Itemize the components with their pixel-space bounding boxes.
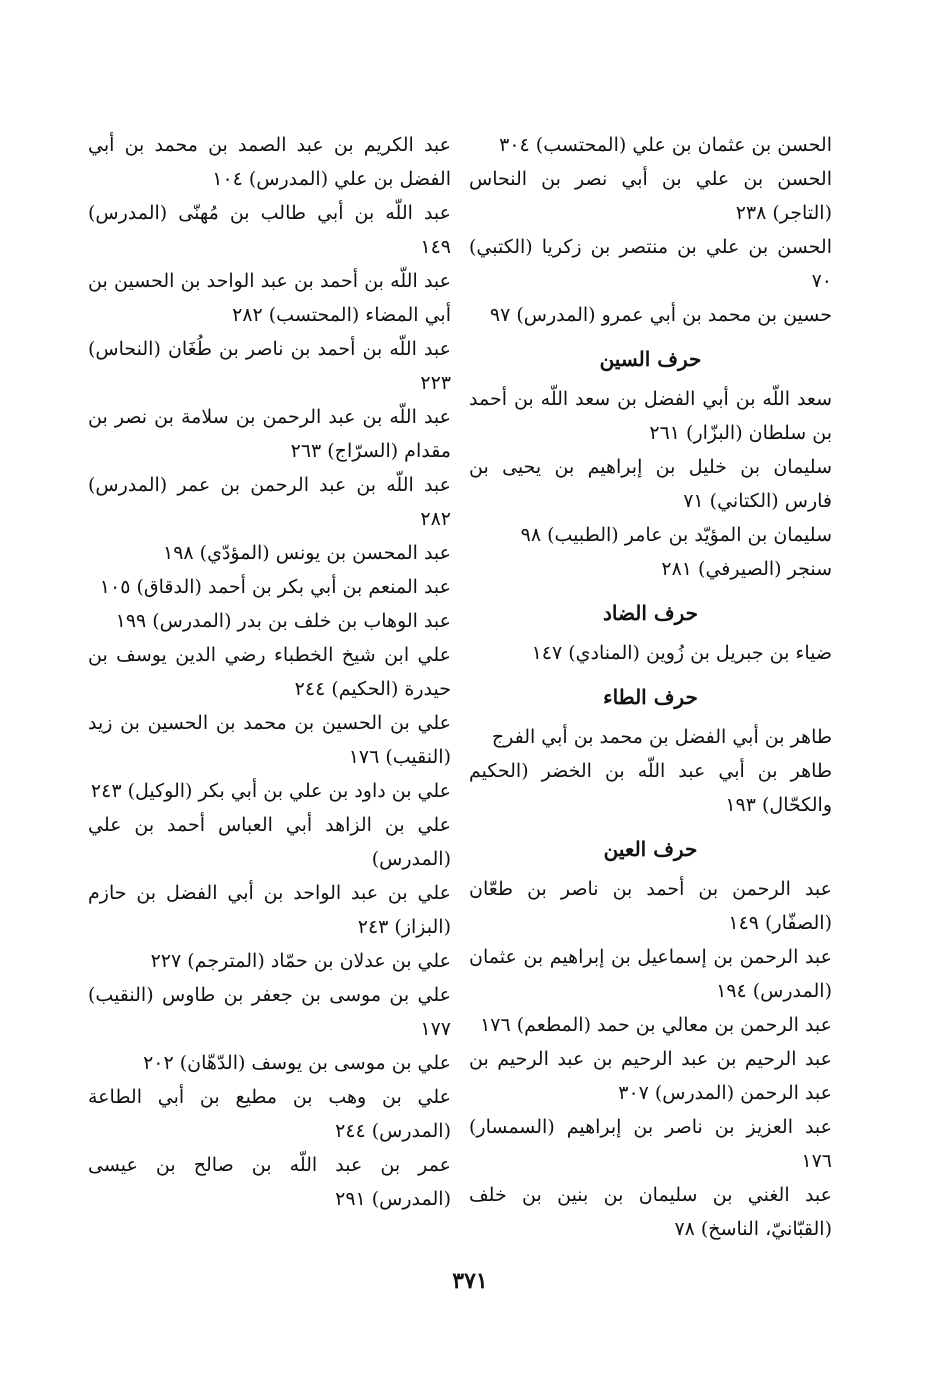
index-entry: عبد اللّه بن عبد الرحمن بن عمر (المدرس) ٢٨٢	[88, 474, 451, 530]
index-entry: عبد العزيز بن ناصر بن إبراهيم (السمسار) ١٧٦	[469, 1116, 832, 1172]
index-column-left	[88, 128, 451, 1288]
letter-heading: حرف الضاد	[602, 601, 699, 625]
index-entry: سنجر (الصيرفي) ٢٨١	[661, 558, 832, 580]
index-entry: عبد الرحمن بن أحمد بن ناصر بن طعّان (الصفّار) ١٤٩	[469, 878, 832, 934]
index-entry: عبد الرحمن بن معالي بن حمد (المطعم) ١٧٦	[480, 1014, 832, 1036]
index-page	[88, 128, 832, 1288]
index-entry: عبد الرحمن بن إسماعيل بن إبراهيم بن عثمان (المدرس) ١٩٤	[469, 946, 832, 1002]
index-entry: حسين بن محمد بن أبي عمرو (المدرس) ٩٧	[489, 304, 832, 326]
index-entry: عبد المحسن بن يونس (المؤدّي) ١٩٨	[163, 542, 451, 564]
index-entry: علي بن موسى بن جعفر بن طاوس (النقيب) ١٧٧	[88, 984, 451, 1040]
index-entry: علي بن وهب بن مطيع بن أبي الطاعة (المدرس) ٢٤٤	[88, 1086, 451, 1142]
index-entry: الحسن بن علي بن منتصر بن زكريا (الكتبي) ٧٠	[469, 236, 832, 292]
index-entry: عبد الغني بن سليمان بن بنين بن خلف (القبّانيّ، الناسخ) ٧٨	[469, 1184, 832, 1240]
index-entry: عبد الوهاب بن خلف بن بدر (المدرس) ١٩٩	[115, 610, 451, 632]
index-entry: سليمان بن المؤيّد بن عامر (الطبيب) ٩٨	[520, 524, 832, 546]
index-entry: علي بن موسى بن يوسف (الدّهّان) ٢٠٢	[143, 1052, 451, 1074]
index-entry: عبد اللّه بن أحمد بن عبد الواحد بن الحسين بن أبي المضاء (المحتسب) ٢٨٢	[88, 270, 451, 326]
letter-heading: حرف الطاء	[603, 685, 698, 709]
index-column-right	[469, 128, 832, 1288]
letter-heading: حرف العين	[603, 837, 698, 861]
index-entry: عبد المنعم بن أبي بكر بن أحمد (الدقاق) ١٠٥	[99, 576, 451, 598]
index-entry: عبد الكريم بن عبد الصمد بن محمد بن أبي الفضل بن علي (المدرس) ١٠٤	[88, 134, 451, 190]
index-entry: علي بن الزاهد أبي العباس أحمد بن علي (المدرس)	[88, 814, 451, 870]
index-entry: طاهر بن أبي عبد اللّه بن الخضر (الحكيم والكحّال) ١٩٣	[469, 760, 832, 816]
index-entry: علي بن عبد الواحد بن أبي الفضل بن حازم (البزاز) ٢٤٣	[88, 882, 451, 938]
index-entry: ضياء بن جبريل بن زُوين (المنادي) ١٤٧	[531, 642, 832, 664]
index-entry: عبد الرحيم بن عبد الرحيم بن عبد الرحيم بن عبد الرحمن (المدرس) ٣٠٧	[469, 1048, 832, 1104]
index-entry: علي بن الحسين بن محمد بن الحسين بن زيد (النقيب) ١٧٦	[88, 712, 451, 768]
index-entry: علي بن عدلان بن حمّاد (المترجم) ٢٢٧	[150, 950, 451, 972]
index-entry: عبد اللّه بن أحمد بن ناصر بن طُغَان (النحاس) ٢٢٣	[88, 338, 451, 394]
index-entry: طاهر بن أبي الفضل بن محمد بن أبي الفرج	[491, 726, 832, 748]
index-entry: عمر بن عبد اللّه بن صالح بن عيسى (المدرس) ٢٩١	[88, 1154, 451, 1210]
index-entry: علي بن داود بن علي بن أبي بكر (الوكيل) ٢٤٣	[90, 780, 451, 802]
index-entry: سليمان بن خليل بن إبراهيم بن يحيى بن فارس (الكتاني) ٧١	[469, 456, 832, 512]
index-entry: عبد اللّه بن أبي طالب بن مُهنّى (المدرس) ١٤٩	[88, 202, 451, 258]
index-entry: علي ابن شيخ الخطباء رضي الدين يوسف بن حيدرة (الحكيم) ٢٤٤	[88, 644, 451, 700]
index-entry: عبد اللّه بن عبد الرحمن بن سلامة بن نصر بن مقدام (السرّاج) ٢٦٣	[88, 406, 451, 462]
letter-heading: حرف السين	[599, 347, 702, 371]
index-entry: الحسن بن عثمان بن علي (المحتسب) ٣٠٤	[499, 134, 832, 156]
index-entry: سعد اللّه بن أبي الفضل بن سعد اللّه بن أحمد بن سلطان (البزّار) ٢٦١	[469, 388, 832, 444]
index-entry: الحسن بن علي بن أبي نصر بن النحاس (التاجر) ٢٣٨	[469, 168, 832, 224]
page-number: ٣٧١	[452, 1268, 488, 1294]
